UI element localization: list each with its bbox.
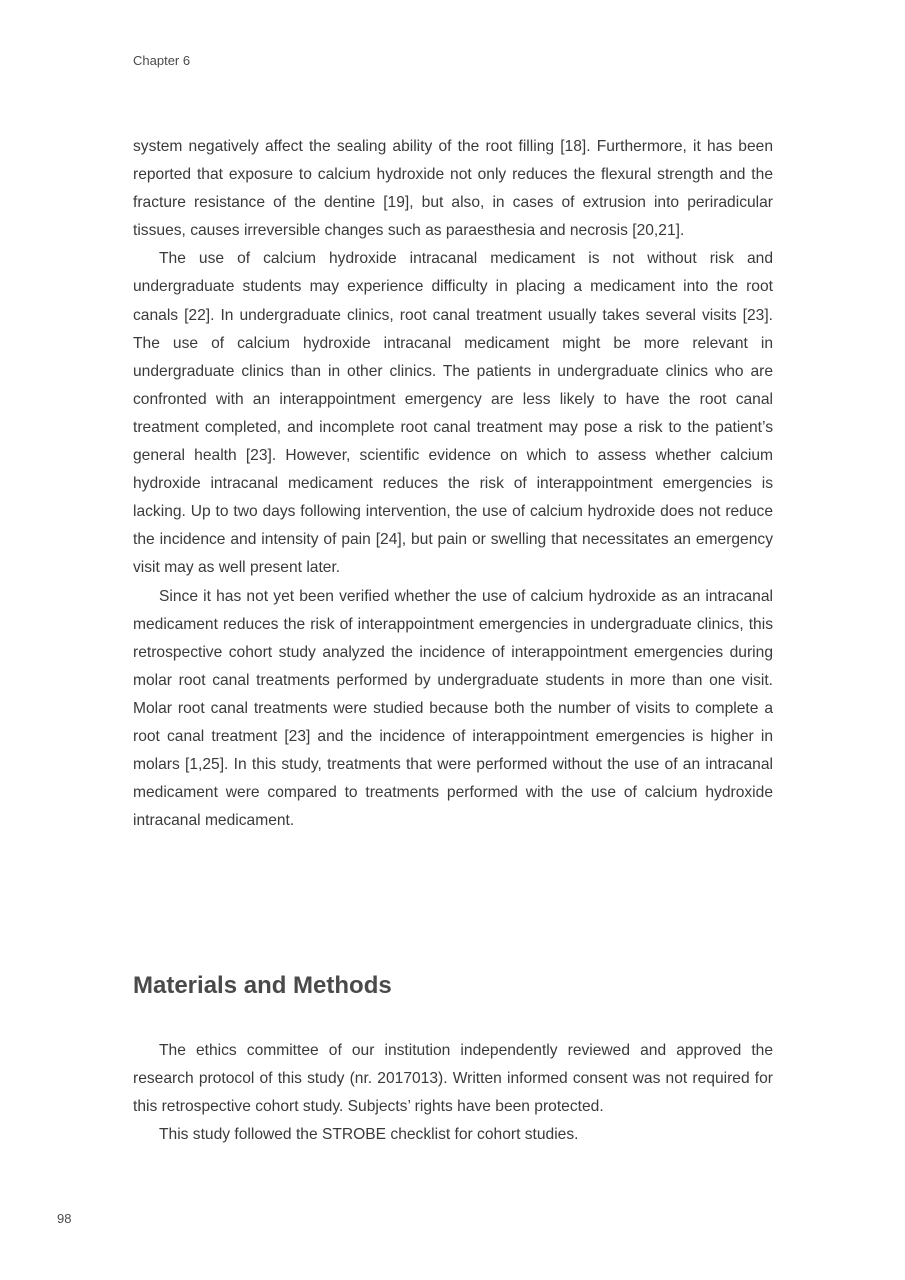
paragraph-continued: system negatively affect the sealing ability of the root filling [18]. Furthermore, it has been reported that exposure to calcium hydroxide not only reduces the flexural strength and the fracture resistance of the dentine [19], but also, in cases of extrusion into periradicular tissues, causes irreversible changes such as paraesthesia and necrosis [20,21].	[133, 138, 773, 240]
section-heading-methods: Materials and Methods	[133, 972, 392, 999]
paragraph-calcium-hydroxide-risk: The use of calcium hydroxide intracanal medicament is not without risk and undergraduate students may experience difficulty in placing a medicament into the root canals [22]. In undergraduate clinics, root canal treatment usually takes several visits [23]. The use of calcium hydroxide intracanal medicament might be more relevant in undergraduate clinics than in other clinics. The patients in undergraduate clinics who are confronted with an interappointment emergency are less likely to have the root canal treatment completed, and incomplete root canal treatment may pose a risk to the patient’s general health [23]. However, scientific evidence on which to assess whether calcium hydroxide intracanal medicament reduces the risk of interappointment emergencies is lacking. Up to two days following intervention, the use of calcium hydroxide does not reduce the incidence and intensity of pain [24], but pain or swelling that necessitates an emergency visit may as well present later.	[133, 250, 773, 577]
paragraph-strobe: This study followed the STROBE checklist for cohort studies.	[159, 1126, 579, 1144]
methods-body	[133, 1037, 773, 1149]
paragraph-ethics: The ethics committee of our institution independently reviewed and approved the research protocol of this study (nr. 2017013). Written informed consent was not required for this retrospective cohort study. Subjects’ rights have been protected.	[133, 1042, 773, 1116]
running-header: Chapter 6	[133, 53, 191, 68]
paragraph-study-aim: Since it has not yet been verified whether the use of calcium hydroxide as an intracanal medicament reduces the risk of interappointment emergencies in undergraduate clinics, this retrospective cohort study analyzed the incidence of interappointment emergencies during molar root canal treatments performed by undergraduate students in more than one visit. Molar root canal treatments were studied because both the number of visits to complete a root canal treatment [23] and the incidence of interappointment emergencies is higher in molars [1,25]. In this study, treatments that were performed without the use of an intracanal medicament were compared to treatments performed with the use of calcium hydroxide intracanal medicament.	[133, 587, 773, 830]
introduction-body	[133, 133, 773, 835]
page-number: 98	[57, 1211, 72, 1226]
